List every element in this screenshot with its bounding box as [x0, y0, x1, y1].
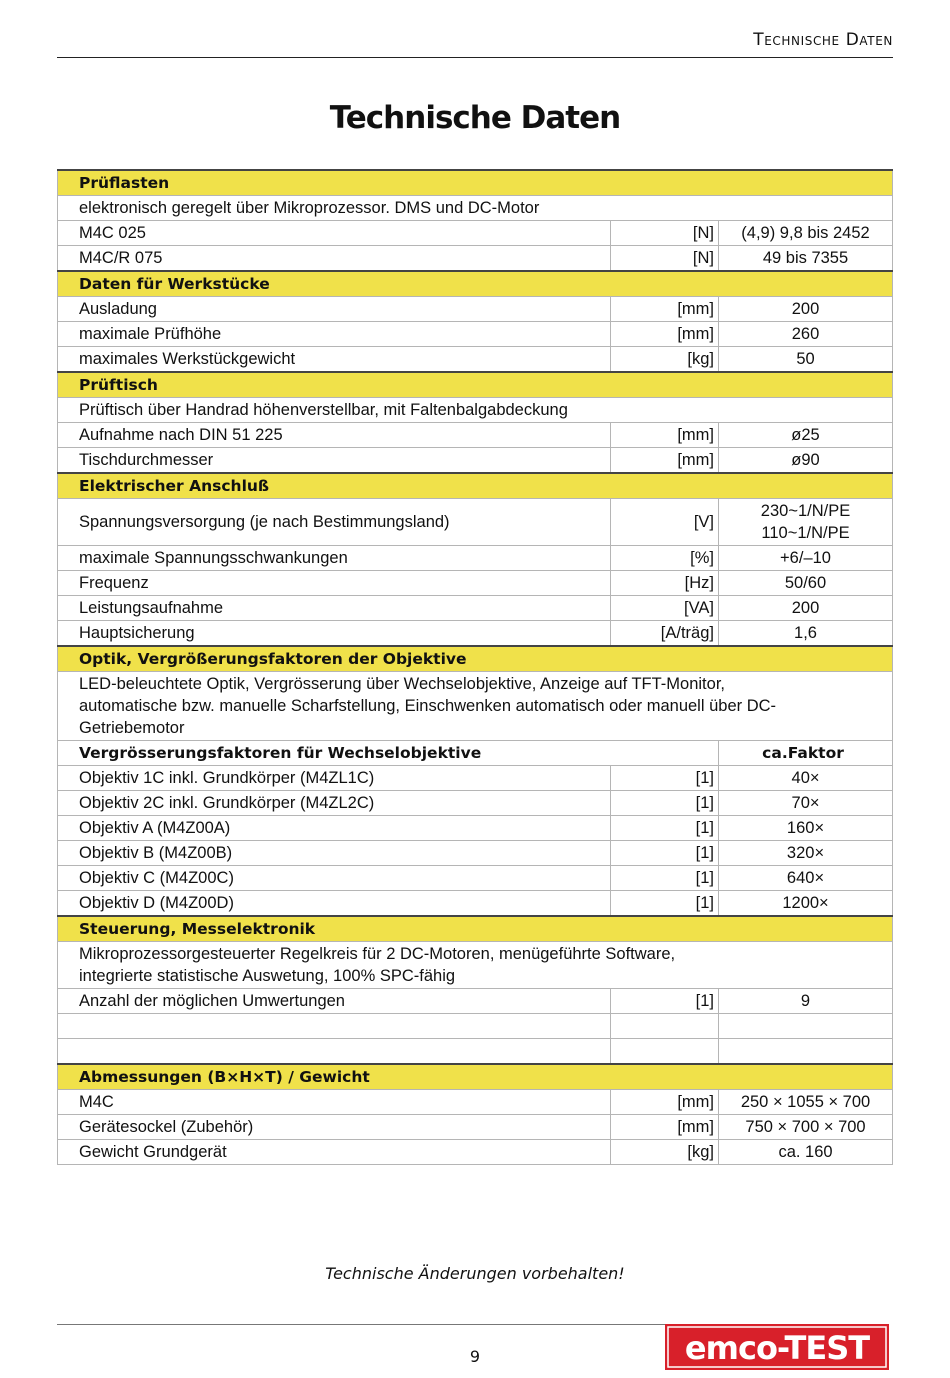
spec-label: M4C 025 [58, 221, 611, 246]
spec-row [58, 621, 893, 647]
spec-label: Leistungsaufnahme [58, 596, 611, 621]
empty-row [58, 1039, 893, 1065]
spec-unit: [1] [611, 891, 719, 917]
spec-label: Gerätesockel (Zubehör) [58, 1115, 611, 1140]
spec-label: Objektiv 1C inkl. Grundkörper (M4ZL1C) [58, 766, 611, 791]
spec-label: Frequenz [58, 571, 611, 596]
description-row [58, 672, 893, 741]
spec-unit: [1] [611, 866, 719, 891]
spec-unit [611, 1039, 719, 1065]
description-line: Getriebemotor [79, 719, 185, 737]
empty-row [58, 1014, 893, 1039]
spec-value-line: 200 [791, 599, 820, 617]
spec-value [719, 816, 893, 841]
spec-row [58, 841, 893, 866]
spec-label: M4C/R 075 [58, 246, 611, 272]
spec-unit: [A/träg] [611, 621, 719, 647]
spec-unit: [1] [611, 989, 719, 1014]
spec-row [58, 571, 893, 596]
section-header-row [58, 271, 893, 297]
spec-label: Hauptsicherung [58, 621, 611, 647]
spec-unit: [N] [611, 246, 719, 272]
spec-unit: [1] [611, 766, 719, 791]
spec-value [719, 499, 893, 546]
spec-row [58, 448, 893, 474]
spec-unit: [mm] [611, 423, 719, 448]
spec-row [58, 246, 893, 272]
section-header-row [58, 646, 893, 672]
spec-label: maximale Prüfhöhe [58, 322, 611, 347]
spec-value [719, 989, 893, 1014]
spec-value [719, 596, 893, 621]
spec-value-line: 200 [791, 300, 820, 318]
spec-label: Objektiv B (M4Z00B) [58, 841, 611, 866]
spec-value-line: 1,6 [794, 624, 817, 642]
emco-test-logo [665, 1322, 889, 1372]
spec-row [58, 322, 893, 347]
spec-unit: [mm] [611, 322, 719, 347]
spec-unit: [mm] [611, 297, 719, 322]
spec-value [719, 297, 893, 322]
spec-unit: [mm] [611, 448, 719, 474]
spec-unit: [VA] [611, 596, 719, 621]
spec-value-line: 160× [786, 819, 825, 837]
spec-label: Anzahl der möglichen Umwertungen [58, 989, 611, 1014]
spec-value-line: 260 [791, 325, 820, 343]
spec-value [719, 621, 893, 647]
spec-value [719, 891, 893, 917]
spec-label: Gewicht Grundgerät [58, 1140, 611, 1165]
page-number: 9 [469, 1347, 481, 1366]
description-line: Prüftisch über Handrad höhenverstellbar, mit Faltenbalgabdeckung [79, 401, 568, 419]
section-title: Daten für Werkstücke [58, 271, 893, 297]
spec-value [719, 766, 893, 791]
header-rule [57, 57, 893, 58]
description-cell [58, 398, 893, 423]
section-header-row [58, 170, 893, 196]
spec-row [58, 791, 893, 816]
spec-value [719, 1014, 893, 1039]
spec-table [57, 169, 893, 1165]
spec-row [58, 866, 893, 891]
spec-row [58, 1090, 893, 1115]
spec-row [58, 423, 893, 448]
section-header-row [58, 1064, 893, 1090]
spec-table-body [58, 170, 893, 1165]
description-line: LED-beleuchtete Optik, Vergrösserung über Wechselobjektive, Anzeige auf TFT-Monitor, [79, 675, 725, 693]
spec-value-line: 750 × 700 × 700 [745, 1118, 866, 1136]
description-line: Mikroprozessorgesteuerter Regelkreis für 2 DC-Motoren, menügeführte Software, [79, 945, 676, 963]
spec-row [58, 297, 893, 322]
section-title: Optik, Vergrößerungsfaktoren der Objektive [58, 646, 893, 672]
footer-rule [57, 1324, 689, 1325]
spec-value [719, 322, 893, 347]
subheading-row [58, 741, 893, 766]
spec-value [719, 791, 893, 816]
spec-row [58, 499, 893, 546]
spec-value-line: (4,9) 9,8 bis 2452 [741, 224, 870, 242]
footnote: Technische Änderungen vorbehalten! [325, 1264, 625, 1283]
spec-value-line: 50/60 [784, 574, 827, 592]
spec-unit: [N] [611, 221, 719, 246]
spec-label: Ausladung [58, 297, 611, 322]
description-cell [58, 942, 893, 989]
spec-row [58, 1115, 893, 1140]
section-title: Prüflasten [58, 170, 893, 196]
spec-unit: [1] [611, 816, 719, 841]
spec-label: M4C [58, 1090, 611, 1115]
spec-label: maximale Spannungsschwankungen [58, 546, 611, 571]
spec-label [58, 1014, 611, 1039]
spec-value [719, 546, 893, 571]
spec-label: Objektiv C (M4Z00C) [58, 866, 611, 891]
section-title: Steuerung, Messelektronik [58, 916, 893, 942]
subheading-label: Vergrösserungsfaktoren für Wechselobjektive [58, 741, 719, 766]
spec-value-line: 1200× [782, 894, 829, 912]
spec-unit: [V] [611, 499, 719, 546]
description-row [58, 398, 893, 423]
spec-row [58, 766, 893, 791]
description-line: automatische bzw. manuelle Scharfstellung, Einschwenken automatisch oder manuell über DC- [79, 697, 777, 715]
spec-label [58, 1039, 611, 1065]
spec-value [719, 1140, 893, 1165]
description-row [58, 196, 893, 221]
spec-row [58, 347, 893, 373]
spec-value-line: ø25 [791, 426, 820, 444]
spec-unit: [1] [611, 791, 719, 816]
spec-value-line: ø90 [791, 451, 820, 469]
spec-label: Objektiv D (M4Z00D) [58, 891, 611, 917]
section-title: Prüftisch [58, 372, 893, 398]
spec-label: Objektiv A (M4Z00A) [58, 816, 611, 841]
spec-unit: [mm] [611, 1115, 719, 1140]
spec-unit: [1] [611, 841, 719, 866]
spec-value [719, 347, 893, 373]
spec-label: Tischdurchmesser [58, 448, 611, 474]
running-head: Technische Daten [753, 30, 893, 50]
spec-unit: [kg] [611, 347, 719, 373]
section-title: Abmessungen (B×H×T) / Gewicht [58, 1064, 893, 1090]
spec-value-line: 50 [796, 350, 815, 368]
spec-value-line: 9 [800, 992, 811, 1010]
spec-value [719, 448, 893, 474]
section-header-row [58, 916, 893, 942]
section-header-row [58, 372, 893, 398]
spec-label: Spannungsversorgung (je nach Bestimmungsland) [58, 499, 611, 546]
spec-value [719, 571, 893, 596]
spec-label: Objektiv 2C inkl. Grundkörper (M4ZL2C) [58, 791, 611, 816]
spec-value [719, 1039, 893, 1065]
section-title: Elektrischer Anschluß [58, 473, 893, 499]
spec-unit [611, 1014, 719, 1039]
section-header-row [58, 473, 893, 499]
spec-value-line: ca. 160 [778, 1143, 833, 1161]
spec-value-line: 70× [791, 794, 820, 812]
spec-row [58, 596, 893, 621]
spec-label: Aufnahme nach DIN 51 225 [58, 423, 611, 448]
spec-value [719, 246, 893, 272]
spec-value-line: 110~1/N/PE [761, 524, 850, 542]
spec-value [719, 841, 893, 866]
logo-text: emco-TEST [684, 1329, 870, 1367]
spec-unit: [mm] [611, 1090, 719, 1115]
spec-row [58, 816, 893, 841]
description-row [58, 942, 893, 989]
spec-value [719, 1115, 893, 1140]
spec-value-line: 640× [786, 869, 825, 887]
spec-value-line: 230~1/N/PE [760, 502, 851, 520]
spec-value [719, 423, 893, 448]
spec-unit: [kg] [611, 1140, 719, 1165]
spec-value [719, 866, 893, 891]
spec-row [58, 891, 893, 917]
description-cell [58, 672, 893, 741]
spec-row [58, 1140, 893, 1165]
spec-value-line: 49 bis 7355 [762, 249, 849, 267]
description-line: elektronisch geregelt über Mikroprozessor. DMS und DC-Motor [79, 199, 540, 217]
description-cell [58, 196, 893, 221]
description-line: integrierte statistische Auswetung, 100% SPC-fähig [79, 967, 456, 985]
spec-unit: [%] [611, 546, 719, 571]
spec-label: maximales Werkstückgewicht [58, 347, 611, 373]
spec-value-line: +6/–10 [780, 549, 831, 567]
spec-row [58, 989, 893, 1014]
spec-value [719, 221, 893, 246]
spec-value-line: 40× [791, 769, 820, 787]
spec-row [58, 546, 893, 571]
spec-value-line: 320× [786, 844, 825, 862]
subheading-value: ca.Faktor [719, 741, 893, 766]
spec-unit: [Hz] [611, 571, 719, 596]
spec-value [719, 1090, 893, 1115]
spec-row [58, 221, 893, 246]
page-title: Technische Daten [329, 100, 621, 136]
spec-value-line: 250 × 1055 × 700 [740, 1093, 871, 1111]
